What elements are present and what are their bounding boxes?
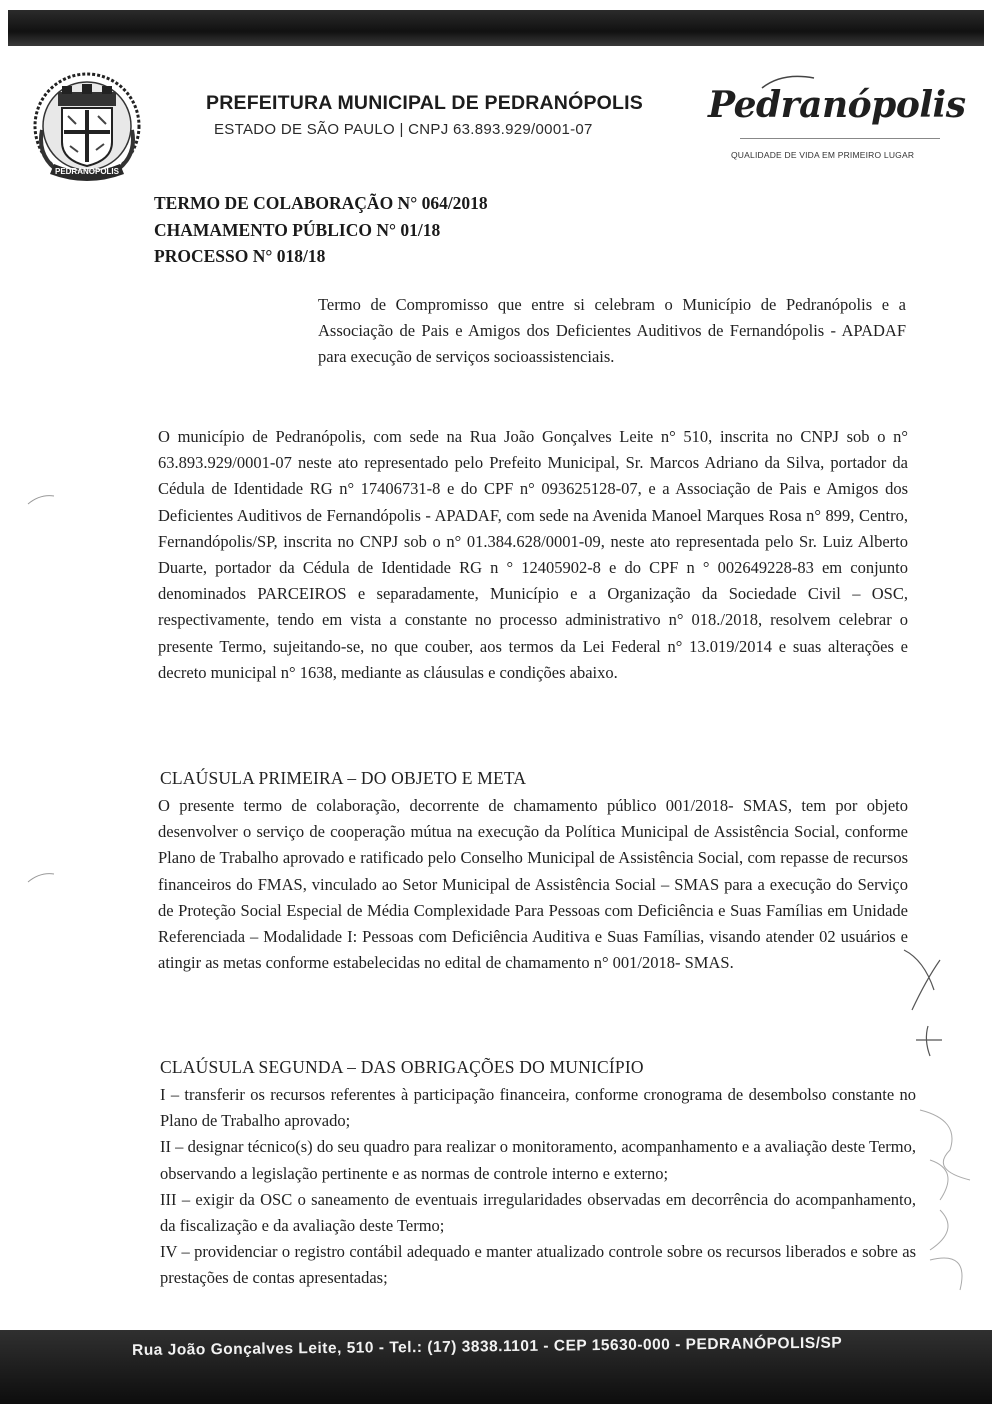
municipal-seal-icon [28,70,146,188]
margin-initial-mark [900,940,950,1020]
document-abstract: Termo de Compromisso que entre si celebram o Município de Pedranópolis e a Associação de Pais e Amigos dos Deficientes Auditivos de Fernandópolis - APADAF para execução de serviços socioassistenciais. [318,295,906,366]
heading-process: PROCESSO N° 018/18 [154,246,326,266]
municipality-title: PREFEITURA MUNICIPAL DE PEDRANÓPOLIS [206,92,643,114]
obligation-item-1: I – transferir os recursos referentes à participação financeira, conforme cronograma de desembolso constante no Plano de Trabalho aprovado; [160,1085,916,1131]
obligation-item-2: II – designar técnico(s) do seu quadro para realizar o monitoramento, acompanhamento e a avaliação deste Termo, observando a legislação pertinente e as normas de controle interno e externo; [160,1137,916,1183]
margin-signature-mark [910,1100,980,1300]
brand-divider [740,138,940,139]
municipality-subtitle: ESTADO DE SÃO PAULO | CNPJ 63.893.929/0001-07 [214,121,593,138]
clause-2-items [160,1082,916,1292]
preamble-paragraph: O município de Pedranópolis, com sede na Rua João Gonçalves Leite n° 510, inscrita no CNPJ sob o n° 63.893.929/0001-07 neste ato representado pelo Prefeito Municipal, Sr. Marcos Adriano da Silva, portador da Cédula de Identidade RG n° 17406731-8 e do CPF n° 093625128-07, e a Associação de Pais e Amigos dos Deficientes Auditivos de Fernandópolis - APADAF, com sede na Avenida Manoel Marques Rosa n° 899, Centro, Fernandópolis/SP, inscrita no CNPJ sob o n° 01.384.628/0001-09, neste ato representada pelo Sr. Luiz Alberto Duarte, portador da Cédula de Identidade RG n ° 12405902-8 e do CPF n ° 002649228-83 em conjunto denominados PARCEIROS e separadamente, Município e a Organização da Sociedade Civil – OSC, respectivamente, tendo em vista a constante no processo administrativo n° 018./2018, resolvem celebrar o presente Termo, sujeitando-se, no que couber, aos termos da Lei Federal n° 13.019/2014 e suas alterações e decreto municipal n° 1638, mediante as cláusulas e condições abaixo. [158,427,908,682]
margin-mark-left-2 [26,868,56,888]
clause-2-title: CLAÚSULA SEGUNDA – DAS OBRIGAÇÕES DO MUNICÍPIO [160,1057,644,1077]
document-heading [154,190,488,270]
heading-term: TERMO DE COLABORAÇÃO N° 064/2018 [154,193,488,213]
obligation-item-4: IV – providenciar o registro contábil adequado e manter atualizado controle sobre os recursos liberados e sobre as prestações de contas apresentadas; [160,1242,916,1288]
obligation-item-3: III – exigir da OSC o saneamento de eventuais irregularidades observadas em decorrência do acompanhamento, da fiscalização e da avaliação deste Termo; [160,1189,916,1236]
footer-address: Rua João Gonçalves Leite, 510 - Tel.: (17) 3838.1101 - CEP 15630-000 - PEDRANÓPOLIS/SP [132,1334,843,1359]
brand-logo [700,78,966,170]
seal-text: PEDRANÓPOLIS [54,167,120,176]
clause-1-title: CLAÚSULA PRIMEIRA – DO OBJETO E META [160,768,527,788]
clause-1-body: O presente termo de colaboração, decorrente de chamamento público 001/2018- SMAS, tem por objeto desenvolver o serviço de cooperação mútua na execução da Política Municipal de Assistência Social, conforme Plano de Trabalho aprovado e ratificado pelo Conselho Municipal de Assistência Social, com repasse de recursos financeiros do FMAS, vinculado ao Setor Municipal de Assistência Social – SMAS para a execução do Serviço de Proteção Social Especial de Média Complexidade Para Pessoas com Deficiência e Suas Famílias em Unidade Referenciada – Modalidade I: Pessoas com Deficiência Auditiva e Suas Famílias, visando atender 02 usuários e atingir as metas conforme estabelecidas no edital de chamamento n° 001/2018- SMAS. [158,796,908,973]
top-decorative-band [8,10,984,46]
margin-initial-mark-2 [910,1020,950,1060]
heading-call: CHAMAMENTO PÚBLICO N° 01/18 [154,219,441,240]
margin-mark-left-1 [26,490,56,510]
brand-name: Pedranópolis [708,84,966,126]
brand-tagline: QUALIDADE DE VIDA EM PRIMEIRO LUGAR [731,150,915,160]
